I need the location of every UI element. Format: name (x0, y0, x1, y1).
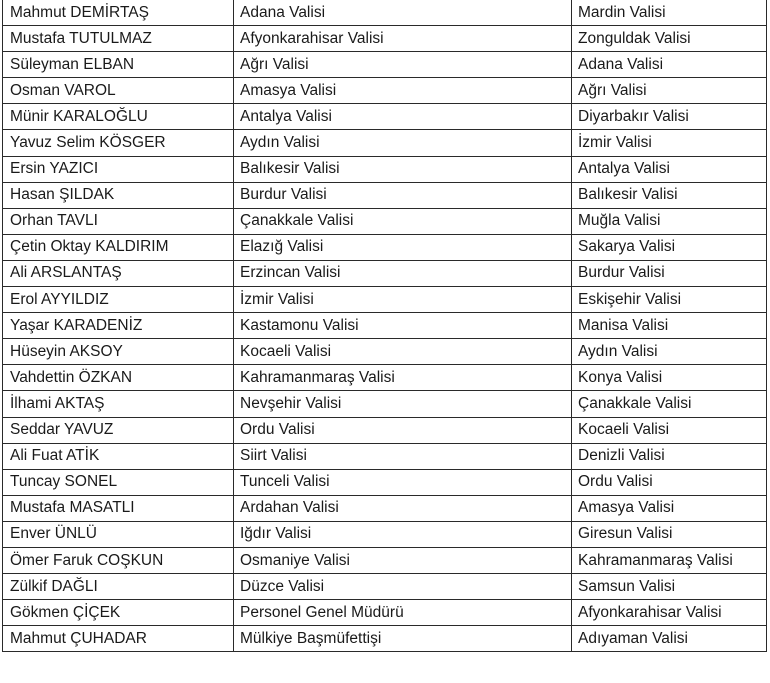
official-name-cell: Hasan ŞILDAK (3, 182, 234, 208)
table-row (3, 626, 767, 652)
previous-post-cell: Adana Valisi (234, 0, 572, 26)
appointments-table-body (3, 0, 767, 652)
new-post-cell: Aydın Valisi (572, 339, 767, 365)
official-name-cell: Tuncay SONEL (3, 469, 234, 495)
previous-post-cell: Çanakkale Valisi (234, 208, 572, 234)
official-name-cell: Orhan TAVLI (3, 208, 234, 234)
table-row (3, 547, 767, 573)
new-post-cell: Ağrı Valisi (572, 78, 767, 104)
new-post-cell: Kahramanmaraş Valisi (572, 547, 767, 573)
previous-post-cell: Nevşehir Valisi (234, 391, 572, 417)
previous-post-cell: Siirt Valisi (234, 443, 572, 469)
appointment-document (2, 0, 766, 652)
table-row (3, 156, 767, 182)
table-row (3, 443, 767, 469)
new-post-cell: Samsun Valisi (572, 574, 767, 600)
table-row (3, 574, 767, 600)
new-post-cell: İzmir Valisi (572, 130, 767, 156)
table-row (3, 521, 767, 547)
new-post-cell: Diyarbakır Valisi (572, 104, 767, 130)
official-name-cell: Seddar YAVUZ (3, 417, 234, 443)
table-row (3, 365, 767, 391)
table-row (3, 495, 767, 521)
new-post-cell: Zonguldak Valisi (572, 26, 767, 52)
official-name-cell: Çetin Oktay KALDIRIM (3, 234, 234, 260)
previous-post-cell: Elazığ Valisi (234, 234, 572, 260)
previous-post-cell: Tunceli Valisi (234, 469, 572, 495)
previous-post-cell: Osmaniye Valisi (234, 547, 572, 573)
new-post-cell: Giresun Valisi (572, 521, 767, 547)
previous-post-cell: Aydın Valisi (234, 130, 572, 156)
new-post-cell: Eskişehir Valisi (572, 287, 767, 313)
appointments-table (2, 0, 767, 652)
official-name-cell: Hüseyin AKSOY (3, 339, 234, 365)
official-name-cell: Ersin YAZICI (3, 156, 234, 182)
official-name-cell: Erol AYYILDIZ (3, 287, 234, 313)
table-row (3, 78, 767, 104)
official-name-cell: Enver ÜNLÜ (3, 521, 234, 547)
previous-post-cell: Kocaeli Valisi (234, 339, 572, 365)
new-post-cell: Manisa Valisi (572, 313, 767, 339)
previous-post-cell: Erzincan Valisi (234, 260, 572, 286)
official-name-cell: Gökmen ÇİÇEK (3, 600, 234, 626)
table-row (3, 182, 767, 208)
official-name-cell: Yaşar KARADENİZ (3, 313, 234, 339)
new-post-cell: Balıkesir Valisi (572, 182, 767, 208)
official-name-cell: Osman VAROL (3, 78, 234, 104)
new-post-cell: Denizli Valisi (572, 443, 767, 469)
new-post-cell: Çanakkale Valisi (572, 391, 767, 417)
official-name-cell: Zülkif DAĞLI (3, 574, 234, 600)
previous-post-cell: Ordu Valisi (234, 417, 572, 443)
new-post-cell: Sakarya Valisi (572, 234, 767, 260)
previous-post-cell: Kastamonu Valisi (234, 313, 572, 339)
table-row (3, 208, 767, 234)
official-name-cell: Ali Fuat ATİK (3, 443, 234, 469)
official-name-cell: Yavuz Selim KÖSGER (3, 130, 234, 156)
table-row (3, 234, 767, 260)
previous-post-cell: Balıkesir Valisi (234, 156, 572, 182)
new-post-cell: Ordu Valisi (572, 469, 767, 495)
new-post-cell: Amasya Valisi (572, 495, 767, 521)
table-row (3, 313, 767, 339)
table-row (3, 391, 767, 417)
new-post-cell: Konya Valisi (572, 365, 767, 391)
table-row (3, 469, 767, 495)
official-name-cell: Mustafa MASATLI (3, 495, 234, 521)
official-name-cell: Mahmut DEMİRTAŞ (3, 0, 234, 26)
new-post-cell: Antalya Valisi (572, 156, 767, 182)
official-name-cell: Süleyman ELBAN (3, 52, 234, 78)
official-name-cell: Mustafa TUTULMAZ (3, 26, 234, 52)
table-row (3, 339, 767, 365)
new-post-cell: Adıyaman Valisi (572, 626, 767, 652)
new-post-cell: Muğla Valisi (572, 208, 767, 234)
previous-post-cell: Ağrı Valisi (234, 52, 572, 78)
new-post-cell: Adana Valisi (572, 52, 767, 78)
previous-post-cell: Kahramanmaraş Valisi (234, 365, 572, 391)
previous-post-cell: Mülkiye Başmüfettişi (234, 626, 572, 652)
previous-post-cell: Düzce Valisi (234, 574, 572, 600)
previous-post-cell: Burdur Valisi (234, 182, 572, 208)
table-row (3, 600, 767, 626)
new-post-cell: Afyonkarahisar Valisi (572, 600, 767, 626)
new-post-cell: Mardin Valisi (572, 0, 767, 26)
table-row (3, 0, 767, 26)
table-row (3, 52, 767, 78)
previous-post-cell: Amasya Valisi (234, 78, 572, 104)
table-row (3, 130, 767, 156)
official-name-cell: Münir KARALOĞLU (3, 104, 234, 130)
new-post-cell: Kocaeli Valisi (572, 417, 767, 443)
previous-post-cell: Ardahan Valisi (234, 495, 572, 521)
table-row (3, 287, 767, 313)
table-row (3, 26, 767, 52)
previous-post-cell: Iğdır Valisi (234, 521, 572, 547)
official-name-cell: Mahmut ÇUHADAR (3, 626, 234, 652)
previous-post-cell: İzmir Valisi (234, 287, 572, 313)
table-row (3, 417, 767, 443)
official-name-cell: İlhami AKTAŞ (3, 391, 234, 417)
previous-post-cell: Personel Genel Müdürü (234, 600, 572, 626)
table-row (3, 104, 767, 130)
official-name-cell: Vahdettin ÖZKAN (3, 365, 234, 391)
new-post-cell: Burdur Valisi (572, 260, 767, 286)
previous-post-cell: Antalya Valisi (234, 104, 572, 130)
official-name-cell: Ali ARSLANTAŞ (3, 260, 234, 286)
previous-post-cell: Afyonkarahisar Valisi (234, 26, 572, 52)
official-name-cell: Ömer Faruk COŞKUN (3, 547, 234, 573)
table-row (3, 260, 767, 286)
